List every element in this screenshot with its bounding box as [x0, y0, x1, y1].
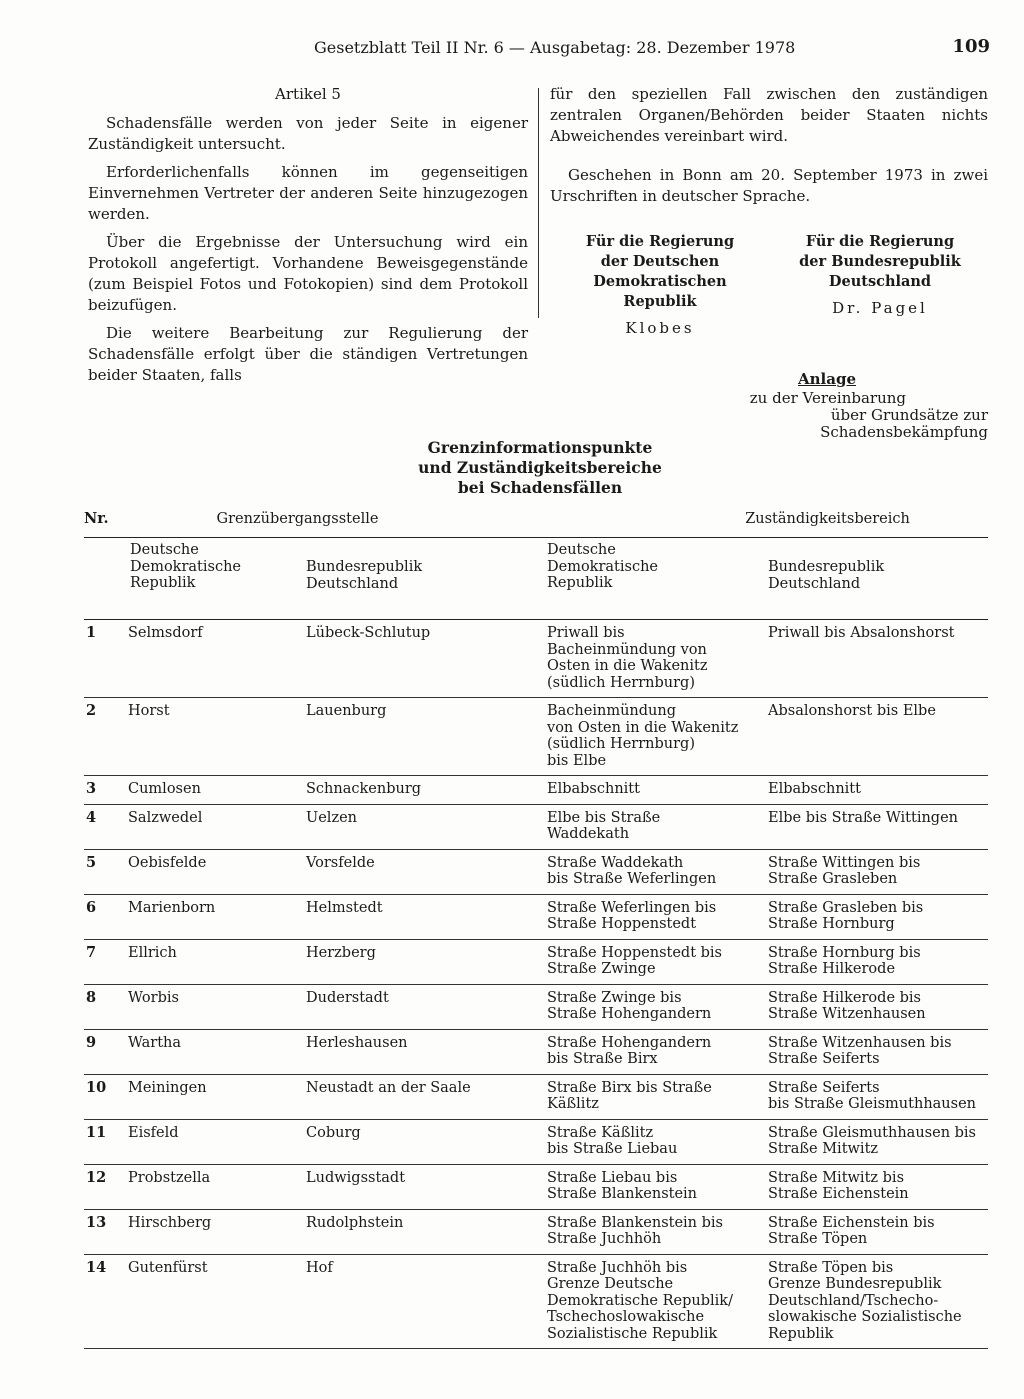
cell-crossing-ddr: Cumlosen	[128, 776, 306, 805]
cell-crossing-brd: Lübeck-Schlutup	[306, 620, 547, 698]
signature-line: Demokratischen Republik	[593, 273, 727, 310]
annex-note	[660, 371, 988, 441]
paragraph: Über die Ergebnisse der Untersuchung wird ein Protokoll angefertigt. Vorhandene Beweisgegenstände (zum Beispiel Fotos und Fotokopien) sind dem Protokoll beizufügen.	[88, 233, 528, 314]
signature-line: Für die Regierung	[585, 233, 735, 250]
signature-line: Für die Regierung	[805, 233, 955, 250]
table-row	[84, 776, 988, 805]
cell-crossing-ddr: Worbis	[128, 984, 306, 1029]
paragraph: Schadensfälle werden von jeder Seite in eigener Zuständigkeit untersucht.	[88, 114, 528, 153]
row-number: 9	[84, 1029, 128, 1074]
page-number: 109	[952, 36, 990, 57]
table-row	[84, 1119, 988, 1164]
cell-area-ddr: Straße Hoppenstedt bis Straße Zwinge	[547, 939, 768, 984]
cell-area-ddr: Straße Weferlingen bis Straße Hoppenstedt	[547, 894, 768, 939]
cell-area-brd: Straße Hilkerode bis Straße Witzenhausen	[768, 984, 988, 1029]
column-subheader: Deutsche Demokratische Republik	[128, 538, 306, 620]
row-number: 13	[84, 1209, 128, 1254]
cell-area-brd: Straße Seiferts bis Straße Gleismuthhausen	[768, 1074, 988, 1119]
table-row	[84, 894, 988, 939]
cell-crossing-brd: Ludwigsstadt	[306, 1164, 547, 1209]
cell-crossing-brd: Herzberg	[306, 939, 547, 984]
cell-crossing-ddr: Gutenfürst	[128, 1254, 306, 1349]
signature-brd	[780, 232, 980, 317]
column-header-group: Grenzübergangsstelle	[128, 511, 547, 538]
article-heading: Artikel 5	[275, 85, 341, 103]
signature-line: Deutschland	[828, 273, 932, 290]
cell-crossing-brd: Hof	[306, 1254, 547, 1349]
table-title	[340, 438, 740, 498]
row-number: 8	[84, 984, 128, 1029]
column-subheader: Bundesrepublik Deutschland	[306, 538, 547, 620]
cell-area-brd: Elbe bis Straße Wittingen	[768, 804, 988, 849]
cell-crossing-ddr: Probstzella	[128, 1164, 306, 1209]
page-header	[0, 38, 1024, 62]
cell-area-brd: Straße Töpen bis Grenze Bundesrepublik Deutschland/Tschecho- slowakische Sozialistische Republik	[768, 1254, 988, 1349]
left-column	[88, 84, 528, 393]
paragraph: Geschehen in Bonn am 20. September 1973 in zwei Urschriften in deutscher Sprache.	[550, 166, 988, 205]
cell-area-ddr: Straße Waddekath bis Straße Weferlingen	[547, 849, 768, 894]
cell-crossing-brd: Coburg	[306, 1119, 547, 1164]
cell-area-brd: Absalonshorst bis Elbe	[768, 698, 988, 776]
border-points-table	[84, 511, 988, 1349]
signatory-name: Dr. Pagel	[832, 299, 928, 317]
table-row	[84, 804, 988, 849]
cell-crossing-brd: Herleshausen	[306, 1029, 547, 1074]
table-row	[84, 1164, 988, 1209]
cell-area-brd: Straße Hornburg bis Straße Hilkerode	[768, 939, 988, 984]
cell-area-ddr: Straße Birx bis Straße Käßlitz	[547, 1074, 768, 1119]
cell-area-ddr: Straße Blankenstein bis Straße Juchhöh	[547, 1209, 768, 1254]
row-number: 1	[84, 620, 128, 698]
cell-crossing-brd: Duderstadt	[306, 984, 547, 1029]
cell-crossing-ddr: Horst	[128, 698, 306, 776]
annex-line: über Grundsätze zur Schadensbekämpfung	[820, 406, 988, 441]
table-title-line: bei Schadensfällen	[457, 478, 623, 497]
table-title-line: Grenzinformationspunkte	[427, 438, 653, 457]
table-row	[84, 1254, 988, 1349]
cell-area-ddr: Priwall bis Bacheinmündung von Osten in die Wakenitz (südlich Herrnburg)	[547, 620, 768, 698]
paragraph: für den speziellen Fall zwischen den zuständigen zentralen Organen/Behörden beider Staaten nichts Abweichendes vereinbart wird.	[550, 85, 988, 145]
cell-crossing-ddr: Salzwedel	[128, 804, 306, 849]
row-number: 3	[84, 776, 128, 805]
table-row	[84, 620, 988, 698]
column-divider	[538, 88, 539, 318]
paragraph: Die weitere Bearbeitung zur Regulierung der Schadensfälle erfolgt über die ständigen Vertretungen beider Staaten, falls	[88, 324, 528, 384]
row-number: 11	[84, 1119, 128, 1164]
row-number: 4	[84, 804, 128, 849]
annex-line: zu der Vereinbarung	[749, 389, 906, 407]
cell-area-ddr: Straße Juchhöh bis Grenze Deutsche Demokratische Republik/ Tschechoslowakische Sozialistische Republik	[547, 1254, 768, 1349]
cell-crossing-brd: Vorsfelde	[306, 849, 547, 894]
row-number: 5	[84, 849, 128, 894]
table-row	[84, 939, 988, 984]
cell-area-brd: Straße Mitwitz bis Straße Eichenstein	[768, 1164, 988, 1209]
cell-crossing-ddr: Hirschberg	[128, 1209, 306, 1254]
table-row	[84, 1074, 988, 1119]
cell-crossing-brd: Neustadt an der Saale	[306, 1074, 547, 1119]
signature-line: der Bundesrepublik	[799, 253, 961, 270]
cell-crossing-brd: Schnackenburg	[306, 776, 547, 805]
table-row	[84, 1209, 988, 1254]
cell-crossing-ddr: Meiningen	[128, 1074, 306, 1119]
row-number: 10	[84, 1074, 128, 1119]
column-header-group: Zuständigkeitsbereich	[547, 511, 988, 538]
table-row	[84, 984, 988, 1029]
signature-line: der Deutschen	[600, 253, 720, 270]
cell-crossing-brd: Helmstedt	[306, 894, 547, 939]
cell-crossing-ddr: Oebisfelde	[128, 849, 306, 894]
cell-crossing-ddr: Wartha	[128, 1029, 306, 1074]
column-subheader: Bundesrepublik Deutschland	[768, 538, 988, 620]
cell-area-ddr: Straße Liebau bis Straße Blankenstein	[547, 1164, 768, 1209]
signature-ddr	[560, 232, 760, 337]
table-subheader-row	[84, 538, 988, 620]
cell-crossing-brd: Lauenburg	[306, 698, 547, 776]
cell-area-brd: Priwall bis Absalonshorst	[768, 620, 988, 698]
cell-area-ddr: Elbabschnitt	[547, 776, 768, 805]
column-subheader: Deutsche Demokratische Republik	[547, 538, 768, 620]
cell-area-brd: Straße Wittingen bis Straße Grasleben	[768, 849, 988, 894]
row-number: 7	[84, 939, 128, 984]
running-title: Gesetzblatt Teil II Nr. 6 — Ausgabetag: 28. Dezember 1978	[314, 38, 796, 57]
cell-crossing-ddr: Eisfeld	[128, 1119, 306, 1164]
cell-area-ddr: Bacheinmündung von Osten in die Wakenitz (südlich Herrnburg) bis Elbe	[547, 698, 768, 776]
cell-area-ddr: Straße Zwinge bis Straße Hohengandern	[547, 984, 768, 1029]
annex-title: Anlage	[798, 370, 856, 388]
cell-crossing-brd: Uelzen	[306, 804, 547, 849]
row-number: 14	[84, 1254, 128, 1349]
row-number: 2	[84, 698, 128, 776]
table-row	[84, 849, 988, 894]
cell-area-brd: Elbabschnitt	[768, 776, 988, 805]
cell-area-brd: Straße Eichenstein bis Straße Töpen	[768, 1209, 988, 1254]
table-row	[84, 1029, 988, 1074]
signatory-name: Klobes	[625, 319, 695, 337]
paragraph: Erforderlichenfalls können im gegenseitigen Einvernehmen Vertreter der anderen Seite hinzugezogen werden.	[88, 163, 528, 223]
table-title-line: und Zuständigkeitsbereiche	[418, 458, 662, 477]
cell-crossing-ddr: Ellrich	[128, 939, 306, 984]
cell-area-ddr: Straße Käßlitz bis Straße Liebau	[547, 1119, 768, 1164]
cell-crossing-ddr: Selmsdorf	[128, 620, 306, 698]
right-column	[550, 84, 988, 214]
cell-area-ddr: Elbe bis Straße Waddekath	[547, 804, 768, 849]
cell-crossing-brd: Rudolphstein	[306, 1209, 547, 1254]
cell-area-brd: Straße Witzenhausen bis Straße Seiferts	[768, 1029, 988, 1074]
cell-area-ddr: Straße Hohengandern bis Straße Birx	[547, 1029, 768, 1074]
cell-area-brd: Straße Gleismuthhausen bis Straße Mitwitz	[768, 1119, 988, 1164]
row-number: 12	[84, 1164, 128, 1209]
row-number: 6	[84, 894, 128, 939]
table-header-row	[84, 511, 988, 538]
cell-area-brd: Straße Grasleben bis Straße Hornburg	[768, 894, 988, 939]
cell-crossing-ddr: Marienborn	[128, 894, 306, 939]
table-row	[84, 698, 988, 776]
column-header-nr: Nr.	[84, 511, 128, 538]
